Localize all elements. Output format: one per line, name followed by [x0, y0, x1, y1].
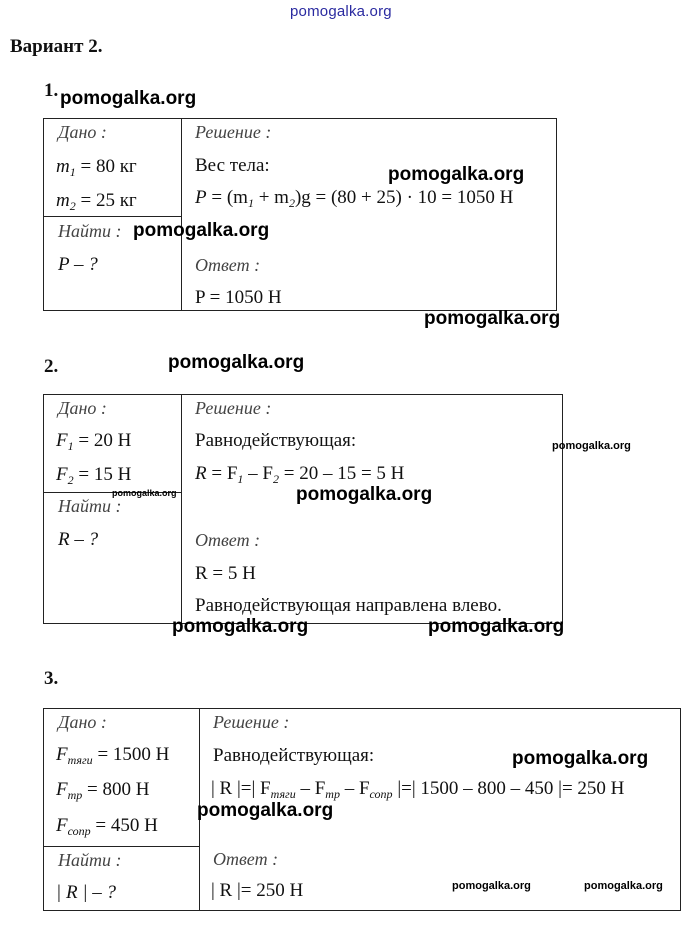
watermark: pomogalka.org — [60, 88, 197, 109]
problem-2-find: R – ? — [58, 529, 99, 550]
problem-1-find-label: Найти : — [58, 221, 122, 241]
problem-3-number: 3. — [44, 668, 59, 689]
watermark: pomogalka.org — [452, 880, 531, 892]
watermark: pomogalka.org — [584, 880, 663, 892]
problem-3-answer-label: Ответ : — [213, 849, 279, 869]
problem-3-solution-text: Равнодействующая: — [213, 745, 375, 766]
problem-1-divider — [181, 119, 182, 310]
problem-2-solution-text: Равнодействующая: — [195, 430, 357, 451]
problem-2-number: 2. — [44, 356, 59, 377]
watermark: pomogalka.org — [172, 616, 309, 637]
watermark: pomogalka.org — [112, 488, 177, 498]
problem-1-formula: $P = (m_1 + m_2)g = (80 + 25) \cdot 10 = 1050$ Н — [195, 187, 514, 210]
problem-1-solution-text: Вес тела: — [195, 155, 270, 176]
watermark: pomogalka.org — [133, 220, 270, 241]
problem-3-formula: | R |=| $F_{тяги} - F_{тр} - F_{сопр}$ |=| 1500 – 800 – 450 |= 250 Н — [211, 778, 625, 801]
problem-3-given-ftyagi: $F_{тяги} = 1500$ Н — [56, 744, 170, 767]
problem-3-given-ftr: $F_{тр} = 800$ Н — [56, 779, 150, 802]
problem-3-find-label: Найти : — [58, 850, 122, 870]
watermark: pomogalka.org — [552, 440, 631, 452]
problem-1-given-m2: $m_2 = 25$ кг — [56, 190, 137, 213]
problem-3-find: | R | – ? — [56, 882, 117, 903]
problem-2-formula: $R = F_1 - F_2 = 20 - 15 = 5$ Н — [195, 463, 405, 486]
problem-1-answer: P = 1050 Н — [195, 287, 282, 308]
problem-1-given-label: Дано : — [58, 122, 107, 142]
problem-1-find: P – ? — [58, 254, 98, 275]
problem-3-answer: | R |= 250 Н — [211, 880, 304, 901]
watermark: pomogalka.org — [424, 308, 561, 329]
variant-title: Вариант 2. — [10, 36, 103, 57]
problem-2-divider — [181, 395, 182, 623]
problem-1-answer-label: Ответ : — [195, 255, 261, 275]
watermark-top: pomogalka.org — [290, 3, 392, 20]
problem-2-answer-note: Равнодействующая направлена влево. — [195, 595, 502, 616]
problem-2-find-label: Найти : — [58, 496, 122, 516]
problem-1-given-separator — [44, 216, 181, 217]
watermark: pomogalka.org — [168, 352, 305, 373]
watermark: pomogalka.org — [197, 800, 334, 821]
watermark: pomogalka.org — [512, 748, 649, 769]
problem-2-answer-label: Ответ : — [195, 530, 261, 550]
problem-1-table — [43, 118, 557, 311]
problem-2-given-label: Дано : — [58, 398, 107, 418]
problem-3-given-separator — [44, 846, 199, 847]
problem-3-given-label: Дано : — [58, 712, 107, 732]
problem-2-given-f2: $F_2 = 15$ Н — [56, 464, 132, 487]
watermark: pomogalka.org — [388, 164, 525, 185]
problem-1-solution-label: Решение : — [195, 122, 272, 142]
problem-1-number: 1. — [44, 80, 59, 101]
problem-2-answer: R = 5 Н — [195, 563, 256, 584]
problem-3-given-fsopr: $F_{сопр} = 450$ Н — [56, 815, 158, 838]
problem-1-given-m1: $m_1 = 80$ кг — [56, 156, 137, 179]
problem-2-given-f1: $F_1 = 20$ Н — [56, 430, 132, 453]
watermark: pomogalka.org — [428, 616, 565, 637]
watermark: pomogalka.org — [296, 484, 433, 505]
problem-2-solution-label: Решение : — [195, 398, 272, 418]
problem-3-solution-label: Решение : — [213, 712, 290, 732]
